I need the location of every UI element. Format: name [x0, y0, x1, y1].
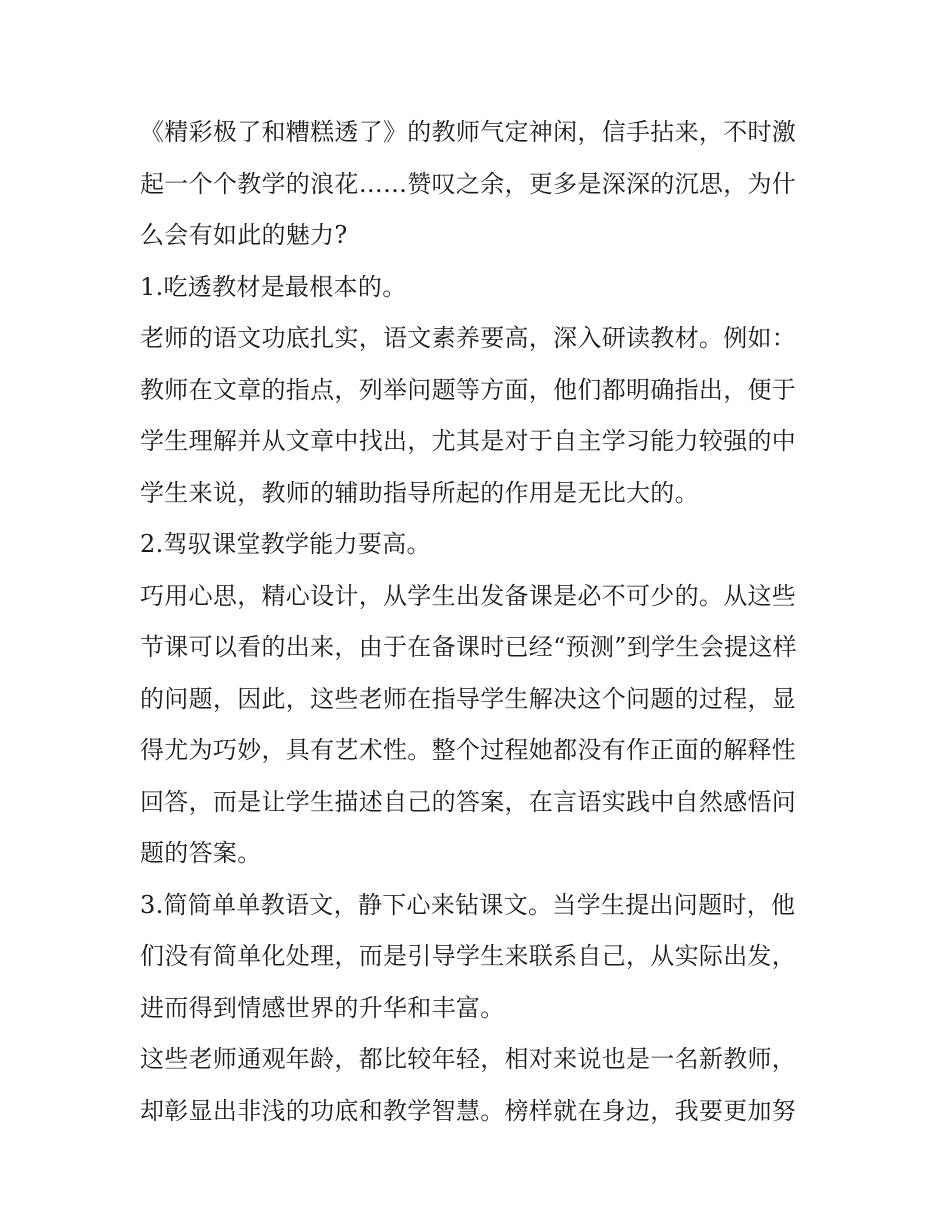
text-line: 进而得到情感世界的升华和丰富。 [140, 993, 505, 1022]
text-line: 们没有简单化处理，而是引导学生来联系自己，从实际出发， [140, 942, 797, 970]
paragraph-point-1-heading [140, 262, 812, 314]
text-line: 2.驾驭课堂教学能力要高。 [140, 530, 431, 558]
text-line: 却彰显出非浅的功底和教学智慧。榜样就在身边，我要更加努 [140, 1096, 797, 1125]
text-line: 的问题，因此，这些老师在指导学生解决这个问题的过程，显 [140, 684, 797, 713]
text-line: 么会有如此的魅力? [140, 221, 348, 249]
text-line: 这些老师通观年龄，都比较年轻，相对来说也是一名新教师， [140, 1045, 797, 1073]
text-line: 题的答案。 [140, 839, 262, 867]
document-body [140, 107, 812, 1137]
text-line: 老师的语文功底扎实，语文素养要高，深入研读教材。例如： [140, 324, 797, 352]
paragraph-intro [140, 107, 812, 262]
paragraph-conclusion [140, 1034, 812, 1137]
text-line: 得尤为巧妙，具有艺术性。整个过程她都没有作正面的解释性 [140, 736, 797, 764]
text-line: 起一个个教学的浪花……赞叹之余，更多是深深的沉思，为什 [140, 169, 797, 198]
text-line: 回答，而是让学生描述自己的答案，在言语实践中自然感悟问 [140, 787, 797, 816]
text-line: 学生理解并从文章中找出，尤其是对于自主学习能力较强的中 [140, 427, 797, 455]
text-line: 学生来说，教师的辅助指导所起的作用是无比大的。 [140, 478, 699, 507]
text-line: 《精彩极了和糟糕透了》的教师气定神闲，信手拈来，不时激 [140, 118, 797, 146]
text-line: 巧用心思，精心设计，从学生出发备课是必不可少的。从这些 [140, 581, 797, 610]
paragraph-point-1-body [140, 313, 812, 519]
text-line: 1.吃透教材是最根本的。 [140, 272, 407, 301]
paragraph-point-2-body [140, 571, 812, 880]
text-line: 教师在文章的指点，列举问题等方面，他们都明确指出，便于 [140, 375, 797, 404]
text-line: 3.简简单单教语文，静下心来钻课文。当学生提出问题时，他 [140, 890, 796, 919]
paragraph-point-3 [140, 880, 812, 1035]
text-line: 节课可以看的出来，由于在备课时已经“预测”到学生会提这样 [140, 633, 797, 661]
paragraph-point-2-heading [140, 519, 812, 571]
